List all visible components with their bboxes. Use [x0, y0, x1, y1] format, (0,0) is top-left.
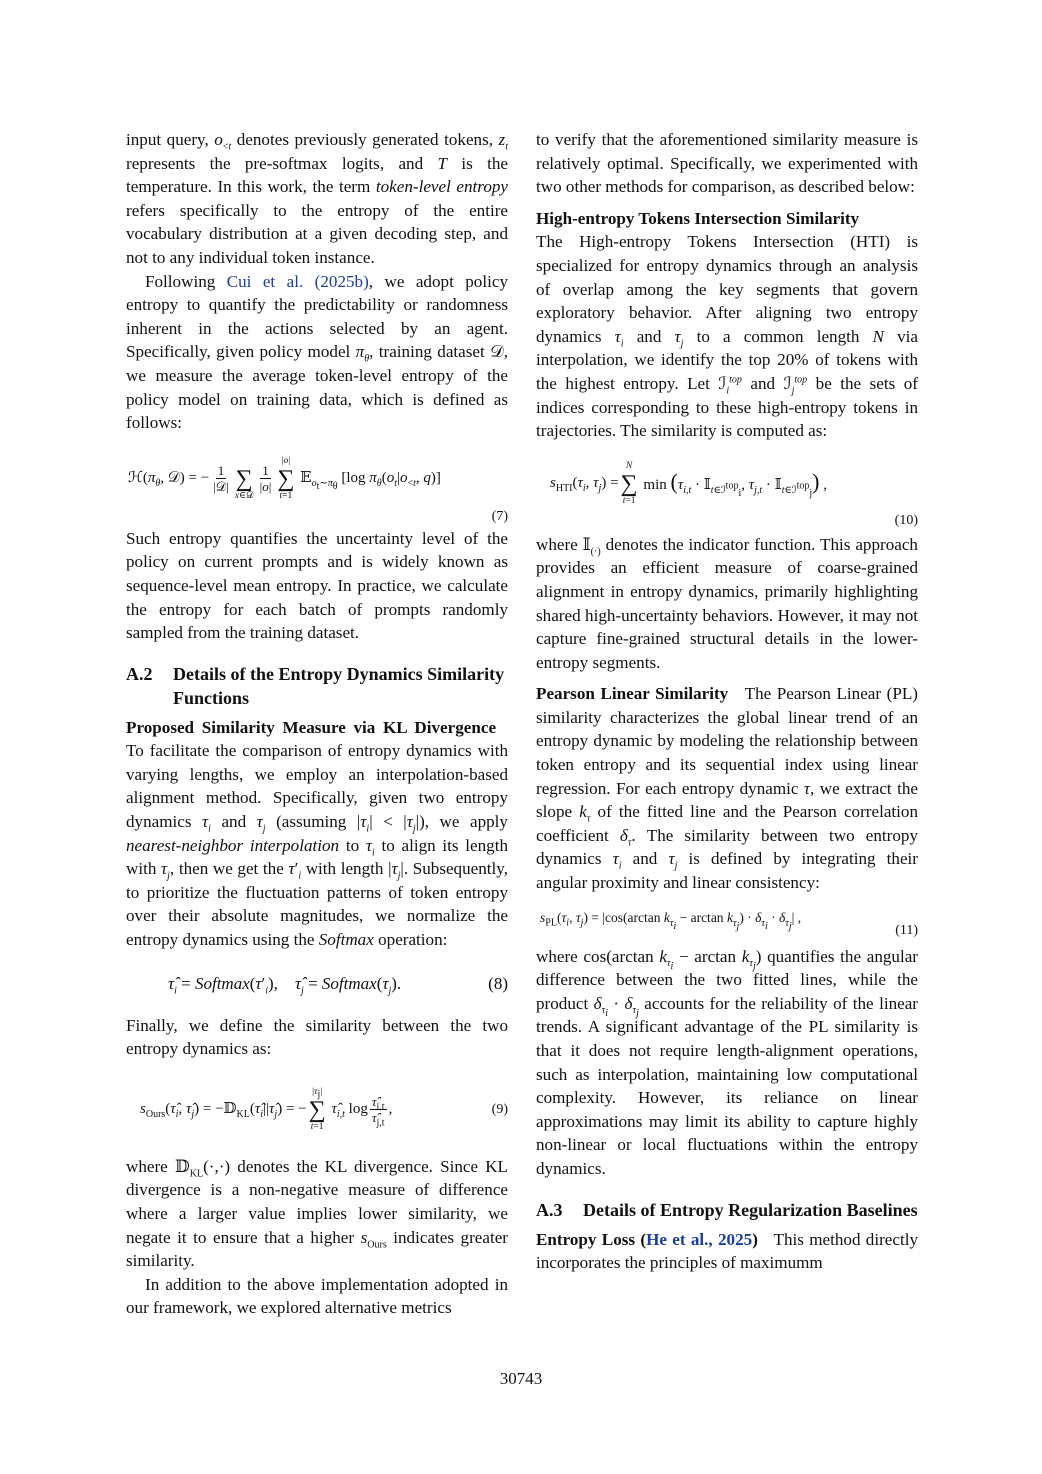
paragraph — [536, 1228, 918, 1275]
equation-number: (7) — [491, 508, 508, 524]
paragraph: where 𝕀$_{(\cdot)}$ denotes the indicator function. This approach provides an efficient measure of coarse-grained alignment in entropy dynamics, primarily highlighting shared high-uncertainty behaviors. However, it may not capture fine-grained structural details in the lower-entropy segments. — [536, 534, 918, 672]
paragraph: High-entropy Tokens Intersection Similarity The High-entropy Tokens Intersection (HTI) is specialized for entropy dynamics through an analysis of overlap among the key segments that govern exploratory behavior. After aligning two entropy dynamics $\tau_i$ and $\tau_j$ to a common length N via interpolation, we identify the top 20% of tokens with the highest entropy. Let ℐ$_i^{top}$ and ℐ$_j^{top}$ be the sets of indices corresponding to these high-entropy tokens in trajectories. The similarity is computed as: — [536, 208, 918, 441]
section-title: Details of Entropy Regularization Baselines — [583, 1199, 918, 1220]
runin-heading: Entropy Loss — [536, 1229, 636, 1249]
paragraph: input query, $o_{<t}$ denotes previously generated tokens, $z_t$ represents the pre-softmax logits, and T is the temperature. In this work, the term token-level entropy refers specifically to the entropy of the entire vocabulary distribution at a given decoding step, and not to any individual token instance. — [126, 130, 508, 267]
runin-heading: Proposed Similarity Measure via KL Divergence — [126, 717, 497, 737]
equation-number: (11) — [895, 922, 918, 938]
equation-8: $\taû_i$ = $Softmax(\tau'_i)$, $\taû_j$ = $Softmax(\tau_j)$. (8) — [168, 973, 508, 997]
section-number: A.3 — [536, 1199, 563, 1220]
runin-heading: Pearson Linear Similarity — [536, 684, 729, 704]
paragraph: Proposed Similarity Measure via KL Divergence To facilitate the comparison of entropy dynamics with varying lengths, we employ an interpolation-based alignment method. Specifically, given two entropy dynamics $\tau_i$ and $\tau_j$ (assuming $|\tau_i| < |\tau_j|$), we apply nearest-neighbor interpolation to $\tau_i$ to align its length with $\tau_j$, then we get the $\tau'_i$ with length $|\tau_j|$. Subsequently, to prioritize the fluctuation patterns of token entropy over their absolute magnitudes, we normalize the entropy dynamics using the Softmax operation: — [126, 717, 508, 950]
equation-number: (9) — [491, 1102, 508, 1118]
section-number: A.2 — [126, 663, 153, 684]
paragraph: where 𝔻$_{KL}$(·,·) denotes the KL divergence. Since KL divergence is a non-negative measure of difference where a larger value implies lower similarity, we negate it to ensure that a higher $s_{Ours}$ indicates greater similarity. — [126, 1156, 508, 1271]
equation-7: $ℋ(\pi_\theta$, 𝒟) = − $\frac{1}{\text{|𝒟|}}$ ∑ x∈𝒟 $\frac{1}{|o|}$ |o| ∑ t=1 𝔼$_{o_t\sim\pi_\theta}$ [log $\pi_\theta(o_t|o_{<t}$, q)] — [128, 455, 441, 501]
equation-10: $s_{HTI}(\tau_i$, $\tau_j$) = N ∑ t=1 $\min (\tau_{i,t}$ · 𝕀$_{t\in ℐ^{top}_i}$, $\tau_{j,t}$ · 𝕀$_{t\in ℐ^{top}_j}$) , — [550, 460, 827, 506]
paragraph-text: This method directly incorporates the principles of maximumm — [536, 1229, 919, 1273]
citation-link[interactable]: Cui et al. (2025b) — [226, 271, 369, 291]
page-number: 30743 — [499, 1369, 543, 1388]
section-title: Details of the Entropy Dynamics Similarity Functions — [173, 663, 505, 708]
citation-paren: ( — [640, 1229, 647, 1249]
left-column — [126, 128, 508, 1320]
runin-heading: High-entropy Tokens Intersection Similarity — [536, 208, 860, 228]
equation-9: $s_{Ours}(\taû_i$, $\taû_j$) = $-𝔻_{KL}(\taû_i||\taû_j)$ = − $|\tau_j|$ ∑ t=1 $\taû_{i,t}$ log $\frac{\taû_{i,t}}{\taû_{j,t}}$ , (9) — [140, 1086, 508, 1132]
paragraph: Finally, we define the similarity between the two entropy dynamics as: — [126, 1015, 508, 1059]
paragraph: where cos(arctan $k_{\tau_i} - \arctan k_{\tau_j}$) quantifies the angular difference between the two fitted lines, while the product $\delta_{\tau_i} \cdot \delta_{\tau_j}$ accounts for the reliability of the linear trends. A significant advantage of the PL similarity is that it does not require length-alignment operations, such as interpolation, maintaining low computational complexity. However, its reliance on linear approximations may limit its ability to capture highly non-linear or local fluctuations within the entropy dynamics. — [536, 946, 918, 1178]
paragraph: Such entropy quantifies the uncertainty level of the policy on current prompts and is widely known as sequence-level mean entropy. In practice, we calculate the entropy for each batch of prompts randomly sampled from the training dataset. — [126, 528, 508, 643]
right-column — [536, 128, 918, 1275]
section-heading-a3 — [536, 1198, 918, 1222]
equation-number: (10) — [894, 512, 918, 528]
citation-link[interactable]: He et al., 2025 — [646, 1229, 753, 1249]
equation-number: (8) — [488, 973, 508, 993]
section-heading-a2 — [126, 662, 508, 710]
paragraph: Pearson Linear Similarity The Pearson Linear (PL) similarity characterizes the global linear trend of an entropy dynamic by modeling the relationship between token entropy and its sequential index using linear regression. For each entropy dynamic τ, we extract the slope $k_\tau$ of the fitted line and the Pearson correlation coefficient $\delta_\tau$. The similarity between two entropy dynamics $\tau_i$ and $\tau_j$ is defined by integrating their angular proximity and linear consistency: — [536, 684, 919, 893]
paragraph-text: Following — [145, 271, 227, 291]
citation-paren: ) — [752, 1229, 758, 1249]
paragraph: Following Cui et al. (2025b), we adopt policy entropy to quantify the predictability or randomness inherent in the actions selected by an agent. Specifically, given policy model $\pi_\theta$, training dataset 𝒟, we measure the average token-level entropy of the policy model on training data, which is defined as follows: — [126, 271, 509, 433]
paragraph: In addition to the above implementation adopted in our framework, we explored alternative metrics — [126, 1274, 508, 1318]
equation-11: $s_{PL}(\tau_i$, $\tau_j) = |\cos(\arctan$ $k_{\tau_i} - \arctan k_{\tau_j}) \cdot \delta_{\tau_i} \cdot \delta_{\tau_j}|$ , — [540, 909, 802, 932]
paragraph: to verify that the aforementioned similarity measure is relatively optimal. Specifically, we experimented with two other methods for comparison, as described below: — [536, 130, 918, 197]
